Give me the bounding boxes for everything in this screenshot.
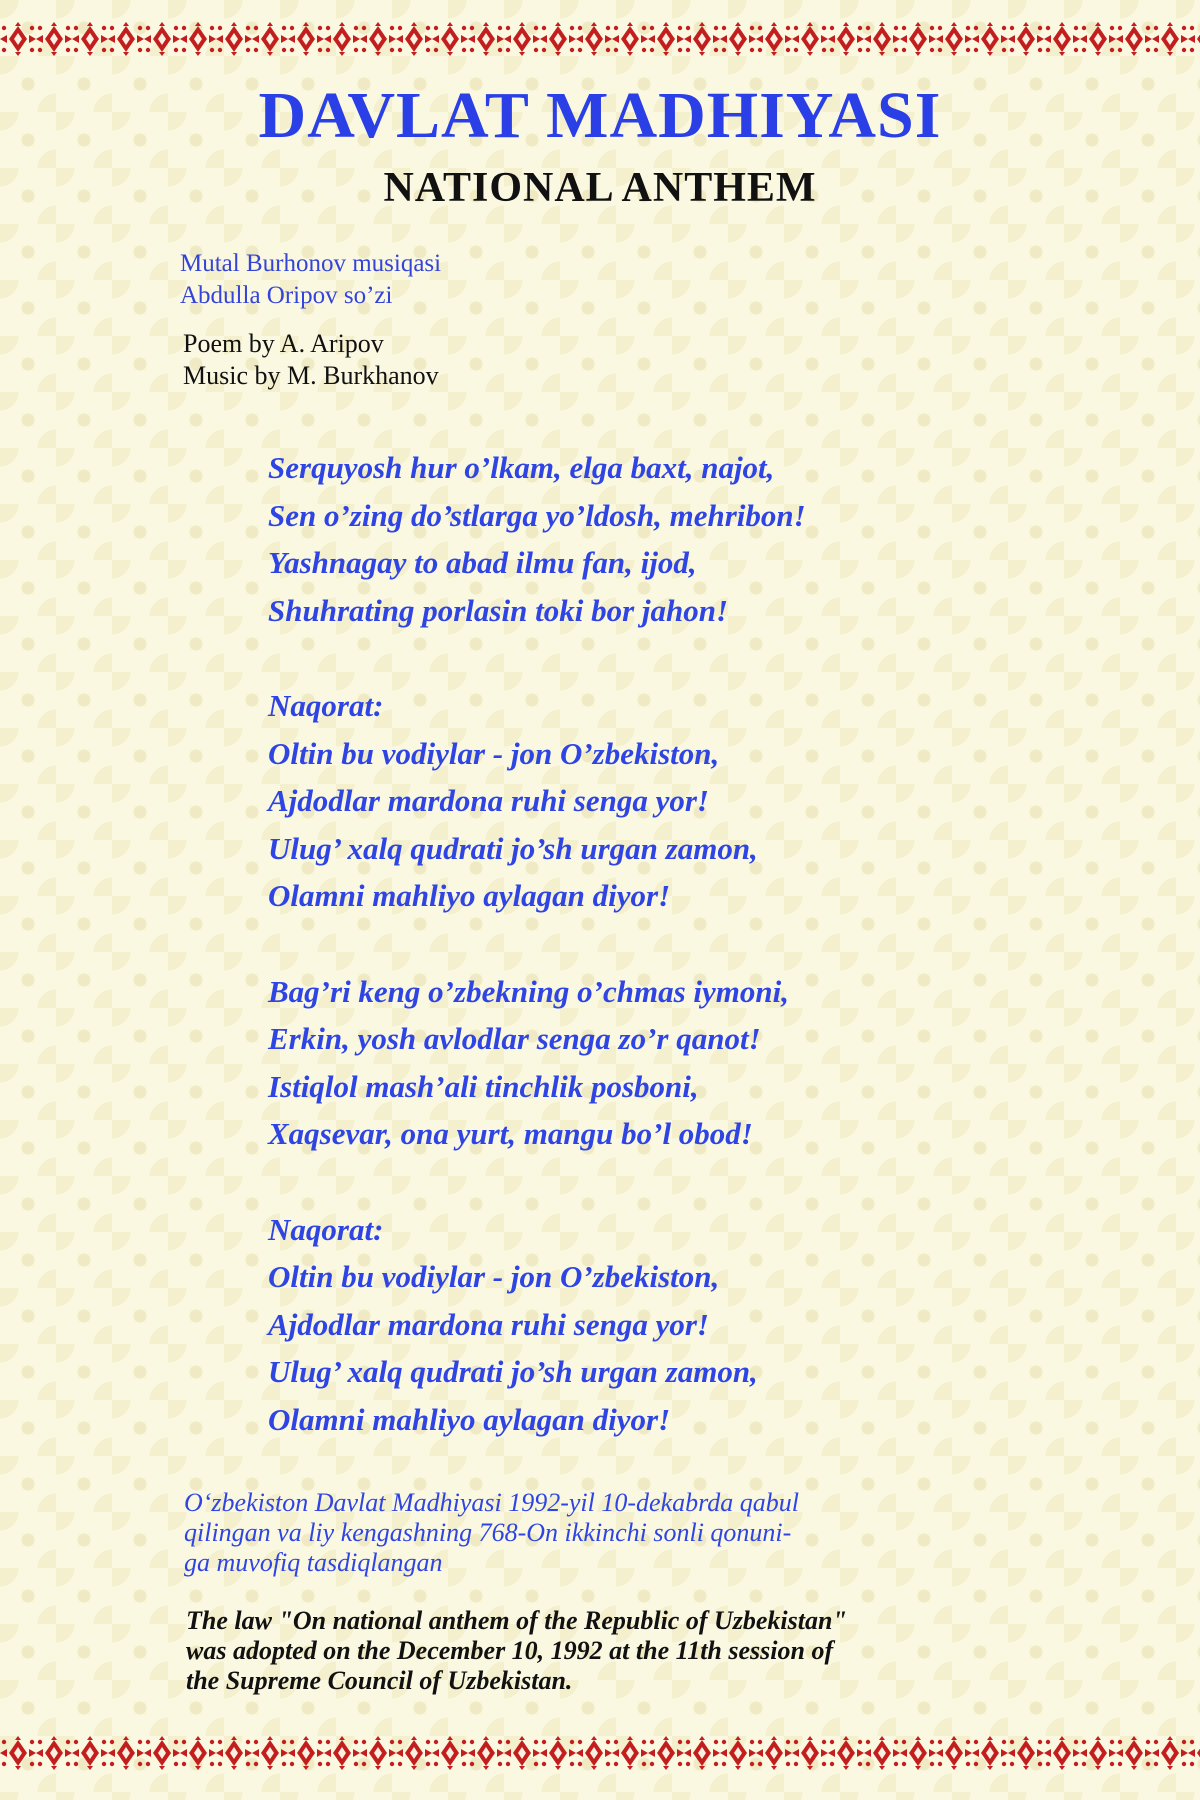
lyric-line: Yashnagay to abad ilmu fan, ijod, xyxy=(268,545,697,580)
credits-uzbek xyxy=(180,248,441,312)
credit-line: Music by M. Burkhanov xyxy=(183,361,439,390)
adoption-note-uzbek xyxy=(184,1488,1084,1578)
credit-line: Abdulla Oripov so’zi xyxy=(180,282,393,309)
anthem-lyrics xyxy=(268,444,1068,1491)
lyric-line: Ajdodlar mardona ruhi senga yor! xyxy=(268,783,709,818)
lyric-line: Istiqlol mash’ali tinchlik posboni, xyxy=(268,1068,699,1104)
adoption-note-english xyxy=(186,1606,1086,1696)
page-title: DAVLAT MADHIYASI xyxy=(258,79,942,152)
page-subtitle: NATIONAL ANTHEM xyxy=(383,165,817,211)
lyric-line: Shuhrating porlasin toki bor jahon! xyxy=(268,592,729,628)
note-line: The law "On national anthem of the Republic of Uzbekistan" xyxy=(186,1606,847,1635)
lyric-line: Bag’ri keng o’zbekning o’chmas iymoni, xyxy=(268,973,790,1009)
lyric-line: Oltin bu vodiylar - jon O’zbekiston, xyxy=(268,735,720,771)
note-line: ga muvofiq tasdiqlangan xyxy=(184,1548,443,1577)
lyric-line: Ulug’ xalq qudrati jo’sh urgan zamon, xyxy=(268,830,758,866)
lyric-line: Olamni mahliyo aylagan diyor! xyxy=(268,1401,671,1437)
lyric-line: Ajdodlar mardona ruhi senga yor! xyxy=(268,1306,709,1342)
stanza-4-refrain xyxy=(268,1206,1068,1444)
credit-line: Poem by A. Aripov xyxy=(183,329,384,358)
top-ornamental-border xyxy=(0,22,1200,56)
lyric-line: Oltin bu vodiylar - jon O’zbekiston, xyxy=(268,1259,720,1294)
stanza-1 xyxy=(268,444,1068,634)
note-line: qilingan va liy kengashning 768-On ikkinchi sonli qonuni- xyxy=(184,1518,792,1547)
lyric-line: Ulug’ xalq qudrati jo’sh urgan zamon, xyxy=(268,1354,758,1389)
lyric-line: Olamni mahliyo aylagan diyor! xyxy=(268,878,671,913)
lyric-line: Erkin, yosh avlodlar senga zo’r qanot! xyxy=(268,1021,761,1056)
ornamental-border-icon xyxy=(0,1736,1200,1770)
ornamental-border-icon xyxy=(0,22,1200,56)
note-line: O‘zbekiston Davlat Madhiyasi 1992-yil 10-dekabrda qabul xyxy=(184,1488,799,1517)
lyric-line: Xaqsevar, ona yurt, mangu bo’l obod! xyxy=(268,1116,753,1151)
stanza-3 xyxy=(268,968,1068,1158)
credit-line: Mutal Burhonov musiqasi xyxy=(180,250,442,277)
lyric-line: Serquyosh hur o’lkam, elga baxt, najot, xyxy=(268,450,775,485)
note-line: was adopted on the December 10, 1992 at the 11th session of xyxy=(186,1636,834,1665)
bottom-ornamental-border xyxy=(0,1736,1200,1770)
note-line: the Supreme Council of Uzbekistan. xyxy=(186,1666,573,1695)
refrain-label: Naqorat: xyxy=(268,1211,384,1247)
refrain-label: Naqorat: xyxy=(268,688,384,723)
credits-english xyxy=(183,328,439,392)
stanza-2-refrain xyxy=(268,682,1068,920)
lyric-line: Sen o’zing do’stlarga yo’ldosh, mehribon! xyxy=(268,497,806,533)
